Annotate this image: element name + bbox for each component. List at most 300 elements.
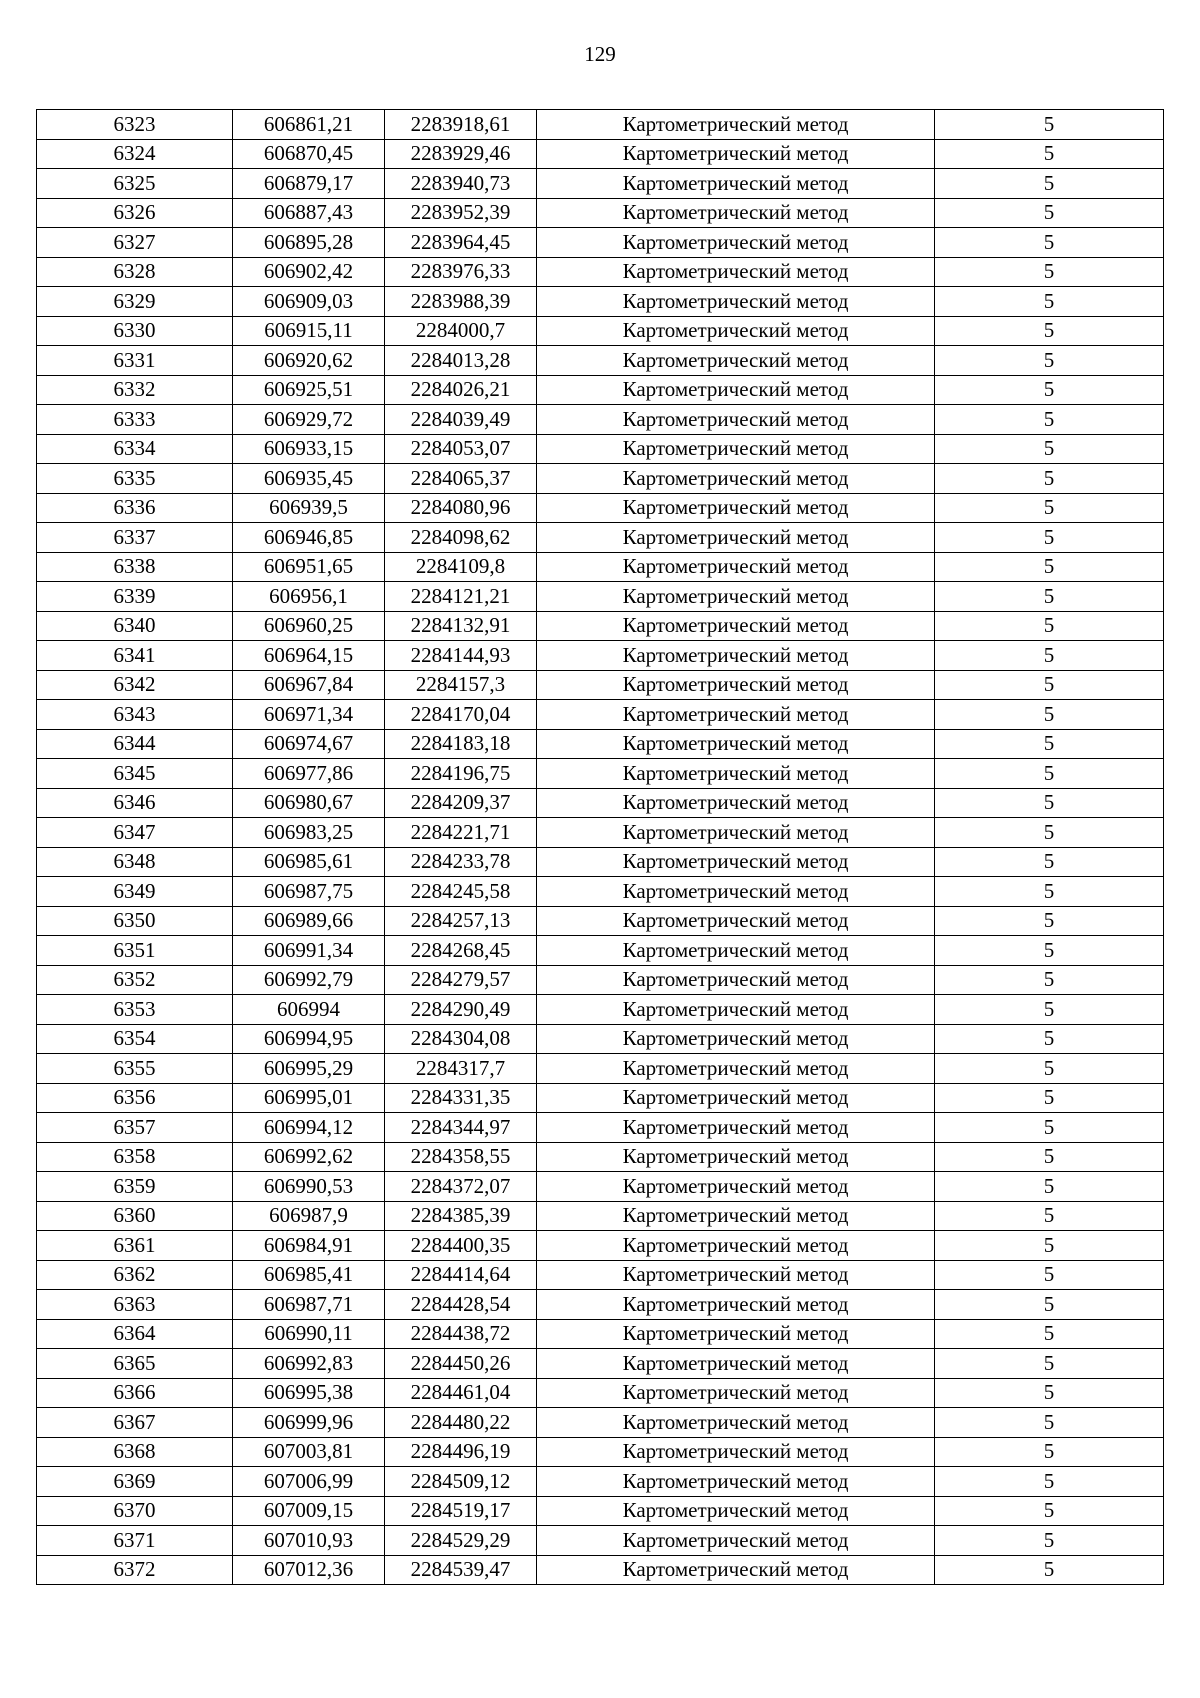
table-row [37, 1142, 1164, 1172]
accuracy-cell: 5 [935, 1555, 1164, 1585]
y-coordinate-cell: 2283929,46 [385, 139, 537, 169]
x-coordinate-cell: 606967,84 [233, 670, 385, 700]
x-coordinate-cell: 607012,36 [233, 1555, 385, 1585]
table-row [37, 1260, 1164, 1290]
y-coordinate-cell: 2283964,45 [385, 228, 537, 258]
method-cell: Картометрический метод [537, 936, 935, 966]
point-number-cell: 6335 [37, 464, 233, 494]
table-row [37, 1024, 1164, 1054]
point-number-cell: 6331 [37, 346, 233, 376]
point-number-cell: 6323 [37, 110, 233, 140]
y-coordinate-cell: 2284509,12 [385, 1467, 537, 1497]
point-number-cell: 6345 [37, 759, 233, 789]
table-row [37, 877, 1164, 907]
point-number-cell: 6337 [37, 523, 233, 553]
x-coordinate-cell: 606994,12 [233, 1113, 385, 1143]
point-number-cell: 6346 [37, 788, 233, 818]
table-row [37, 464, 1164, 494]
y-coordinate-cell: 2284039,49 [385, 405, 537, 435]
point-number-cell: 6339 [37, 582, 233, 612]
table-row [37, 1083, 1164, 1113]
accuracy-cell: 5 [935, 1113, 1164, 1143]
point-number-cell: 6341 [37, 641, 233, 671]
accuracy-cell: 5 [935, 700, 1164, 730]
table-row [37, 788, 1164, 818]
method-cell: Картометрический метод [537, 818, 935, 848]
point-number-cell: 6357 [37, 1113, 233, 1143]
method-cell: Картометрический метод [537, 1142, 935, 1172]
y-coordinate-cell: 2284480,22 [385, 1408, 537, 1438]
point-number-cell: 6349 [37, 877, 233, 907]
table-row [37, 257, 1164, 287]
method-cell: Картометрический метод [537, 965, 935, 995]
point-number-cell: 6342 [37, 670, 233, 700]
point-number-cell: 6347 [37, 818, 233, 848]
point-number-cell: 6361 [37, 1231, 233, 1261]
accuracy-cell: 5 [935, 1408, 1164, 1438]
accuracy-cell: 5 [935, 1526, 1164, 1556]
x-coordinate-cell: 606985,61 [233, 847, 385, 877]
y-coordinate-cell: 2284529,29 [385, 1526, 537, 1556]
table-row [37, 1054, 1164, 1084]
table-row [37, 405, 1164, 435]
accuracy-cell: 5 [935, 1201, 1164, 1231]
y-coordinate-cell: 2284539,47 [385, 1555, 537, 1585]
accuracy-cell: 5 [935, 1172, 1164, 1202]
y-coordinate-cell: 2284065,37 [385, 464, 537, 494]
x-coordinate-cell: 606929,72 [233, 405, 385, 435]
point-number-cell: 6369 [37, 1467, 233, 1497]
x-coordinate-cell: 606861,21 [233, 110, 385, 140]
table-row [37, 1555, 1164, 1585]
page-number: 129 [584, 42, 616, 66]
coordinates-table-body [37, 110, 1164, 1585]
accuracy-cell: 5 [935, 346, 1164, 376]
point-number-cell: 6330 [37, 316, 233, 346]
point-number-cell: 6364 [37, 1319, 233, 1349]
table-row [37, 847, 1164, 877]
point-number-cell: 6372 [37, 1555, 233, 1585]
table-row [37, 965, 1164, 995]
method-cell: Картометрический метод [537, 1378, 935, 1408]
y-coordinate-cell: 2284121,21 [385, 582, 537, 612]
method-cell: Картометрический метод [537, 729, 935, 759]
x-coordinate-cell: 606879,17 [233, 169, 385, 199]
y-coordinate-cell: 2284026,21 [385, 375, 537, 405]
accuracy-cell: 5 [935, 1437, 1164, 1467]
accuracy-cell: 5 [935, 847, 1164, 877]
accuracy-cell: 5 [935, 1349, 1164, 1379]
table-row [37, 729, 1164, 759]
x-coordinate-cell: 606960,25 [233, 611, 385, 641]
y-coordinate-cell: 2284519,17 [385, 1496, 537, 1526]
method-cell: Картометрический метод [537, 1201, 935, 1231]
y-coordinate-cell: 2284209,37 [385, 788, 537, 818]
x-coordinate-cell: 606992,79 [233, 965, 385, 995]
method-cell: Картометрический метод [537, 641, 935, 671]
point-number-cell: 6371 [37, 1526, 233, 1556]
y-coordinate-cell: 2283988,39 [385, 287, 537, 317]
point-number-cell: 6367 [37, 1408, 233, 1438]
accuracy-cell: 5 [935, 1260, 1164, 1290]
point-number-cell: 6356 [37, 1083, 233, 1113]
accuracy-cell: 5 [935, 375, 1164, 405]
method-cell: Картометрический метод [537, 847, 935, 877]
table-row [37, 611, 1164, 641]
x-coordinate-cell: 606994,95 [233, 1024, 385, 1054]
table-row [37, 1467, 1164, 1497]
y-coordinate-cell: 2284144,93 [385, 641, 537, 671]
point-number-cell: 6368 [37, 1437, 233, 1467]
accuracy-cell: 5 [935, 906, 1164, 936]
point-number-cell: 6336 [37, 493, 233, 523]
method-cell: Картометрический метод [537, 1496, 935, 1526]
point-number-cell: 6352 [37, 965, 233, 995]
table-row [37, 906, 1164, 936]
table-row [37, 110, 1164, 140]
table-row [37, 434, 1164, 464]
accuracy-cell: 5 [935, 1290, 1164, 1320]
x-coordinate-cell: 606980,67 [233, 788, 385, 818]
y-coordinate-cell: 2283952,39 [385, 198, 537, 228]
accuracy-cell: 5 [935, 316, 1164, 346]
x-coordinate-cell: 606909,03 [233, 287, 385, 317]
method-cell: Картометрический метод [537, 198, 935, 228]
method-cell: Картометрический метод [537, 1083, 935, 1113]
method-cell: Картометрический метод [537, 464, 935, 494]
x-coordinate-cell: 606887,43 [233, 198, 385, 228]
y-coordinate-cell: 2284496,19 [385, 1437, 537, 1467]
y-coordinate-cell: 2284233,78 [385, 847, 537, 877]
table-row [37, 1319, 1164, 1349]
x-coordinate-cell: 606992,83 [233, 1349, 385, 1379]
point-number-cell: 6363 [37, 1290, 233, 1320]
x-coordinate-cell: 606987,9 [233, 1201, 385, 1231]
accuracy-cell: 5 [935, 464, 1164, 494]
method-cell: Картометрический метод [537, 582, 935, 612]
accuracy-cell: 5 [935, 228, 1164, 258]
x-coordinate-cell: 606951,65 [233, 552, 385, 582]
y-coordinate-cell: 2284414,64 [385, 1260, 537, 1290]
y-coordinate-cell: 2284344,97 [385, 1113, 537, 1143]
y-coordinate-cell: 2284400,35 [385, 1231, 537, 1261]
table-row [37, 641, 1164, 671]
y-coordinate-cell: 2284000,7 [385, 316, 537, 346]
x-coordinate-cell: 606995,29 [233, 1054, 385, 1084]
x-coordinate-cell: 606935,45 [233, 464, 385, 494]
table-row [37, 375, 1164, 405]
x-coordinate-cell: 606999,96 [233, 1408, 385, 1438]
y-coordinate-cell: 2283918,61 [385, 110, 537, 140]
x-coordinate-cell: 606984,91 [233, 1231, 385, 1261]
accuracy-cell: 5 [935, 1083, 1164, 1113]
point-number-cell: 6350 [37, 906, 233, 936]
table-row [37, 346, 1164, 376]
point-number-cell: 6370 [37, 1496, 233, 1526]
x-coordinate-cell: 606995,01 [233, 1083, 385, 1113]
y-coordinate-cell: 2284279,57 [385, 965, 537, 995]
accuracy-cell: 5 [935, 995, 1164, 1025]
accuracy-cell: 5 [935, 493, 1164, 523]
point-number-cell: 6326 [37, 198, 233, 228]
accuracy-cell: 5 [935, 818, 1164, 848]
x-coordinate-cell: 606990,53 [233, 1172, 385, 1202]
x-coordinate-cell: 606933,15 [233, 434, 385, 464]
table-row [37, 818, 1164, 848]
table-row [37, 1526, 1164, 1556]
method-cell: Картометрический метод [537, 788, 935, 818]
method-cell: Картометрический метод [537, 1437, 935, 1467]
method-cell: Картометрический метод [537, 493, 935, 523]
accuracy-cell: 5 [935, 552, 1164, 582]
method-cell: Картометрический метод [537, 316, 935, 346]
method-cell: Картометрический метод [537, 1349, 935, 1379]
point-number-cell: 6354 [37, 1024, 233, 1054]
accuracy-cell: 5 [935, 1024, 1164, 1054]
accuracy-cell: 5 [935, 759, 1164, 789]
table-row [37, 936, 1164, 966]
y-coordinate-cell: 2284245,58 [385, 877, 537, 907]
accuracy-cell: 5 [935, 1496, 1164, 1526]
accuracy-cell: 5 [935, 1467, 1164, 1497]
accuracy-cell: 5 [935, 523, 1164, 553]
method-cell: Картометрический метод [537, 906, 935, 936]
table-row [37, 759, 1164, 789]
accuracy-cell: 5 [935, 788, 1164, 818]
x-coordinate-cell: 606985,41 [233, 1260, 385, 1290]
method-cell: Картометрический метод [537, 995, 935, 1025]
method-cell: Картометрический метод [537, 375, 935, 405]
accuracy-cell: 5 [935, 1231, 1164, 1261]
method-cell: Картометрический метод [537, 434, 935, 464]
y-coordinate-cell: 2284268,45 [385, 936, 537, 966]
method-cell: Картометрический метод [537, 346, 935, 376]
x-coordinate-cell: 606870,45 [233, 139, 385, 169]
method-cell: Картометрический метод [537, 257, 935, 287]
x-coordinate-cell: 606964,15 [233, 641, 385, 671]
method-cell: Картометрический метод [537, 1024, 935, 1054]
table-row [37, 582, 1164, 612]
x-coordinate-cell: 606992,62 [233, 1142, 385, 1172]
table-row [37, 139, 1164, 169]
method-cell: Картометрический метод [537, 1260, 935, 1290]
y-coordinate-cell: 2284438,72 [385, 1319, 537, 1349]
method-cell: Картометрический метод [537, 1172, 935, 1202]
accuracy-cell: 5 [935, 936, 1164, 966]
y-coordinate-cell: 2284080,96 [385, 493, 537, 523]
y-coordinate-cell: 2284157,3 [385, 670, 537, 700]
table-row [37, 169, 1164, 199]
method-cell: Картометрический метод [537, 700, 935, 730]
accuracy-cell: 5 [935, 1319, 1164, 1349]
x-coordinate-cell: 606987,71 [233, 1290, 385, 1320]
method-cell: Картометрический метод [537, 670, 935, 700]
x-coordinate-cell: 606991,34 [233, 936, 385, 966]
table-row [37, 552, 1164, 582]
y-coordinate-cell: 2284428,54 [385, 1290, 537, 1320]
x-coordinate-cell: 606977,86 [233, 759, 385, 789]
point-number-cell: 6325 [37, 169, 233, 199]
y-coordinate-cell: 2283976,33 [385, 257, 537, 287]
point-number-cell: 6327 [37, 228, 233, 258]
method-cell: Картометрический метод [537, 877, 935, 907]
point-number-cell: 6348 [37, 847, 233, 877]
point-number-cell: 6362 [37, 1260, 233, 1290]
method-cell: Картометрический метод [537, 1526, 935, 1556]
method-cell: Картометрический метод [537, 523, 935, 553]
table-row [37, 1290, 1164, 1320]
table-row [37, 1231, 1164, 1261]
point-number-cell: 6344 [37, 729, 233, 759]
y-coordinate-cell: 2284053,07 [385, 434, 537, 464]
accuracy-cell: 5 [935, 729, 1164, 759]
method-cell: Картометрический метод [537, 110, 935, 140]
x-coordinate-cell: 606990,11 [233, 1319, 385, 1349]
x-coordinate-cell: 607003,81 [233, 1437, 385, 1467]
table-row [37, 995, 1164, 1025]
x-coordinate-cell: 606902,42 [233, 257, 385, 287]
point-number-cell: 6355 [37, 1054, 233, 1084]
x-coordinate-cell: 606994 [233, 995, 385, 1025]
method-cell: Картометрический метод [537, 169, 935, 199]
method-cell: Картометрический метод [537, 1290, 935, 1320]
point-number-cell: 6353 [37, 995, 233, 1025]
accuracy-cell: 5 [935, 877, 1164, 907]
point-number-cell: 6358 [37, 1142, 233, 1172]
table-row [37, 700, 1164, 730]
coordinates-table [36, 109, 1164, 1585]
point-number-cell: 6351 [37, 936, 233, 966]
table-row [37, 1496, 1164, 1526]
point-number-cell: 6366 [37, 1378, 233, 1408]
point-number-cell: 6343 [37, 700, 233, 730]
x-coordinate-cell: 606915,11 [233, 316, 385, 346]
accuracy-cell: 5 [935, 1054, 1164, 1084]
x-coordinate-cell: 606995,38 [233, 1378, 385, 1408]
x-coordinate-cell: 607009,15 [233, 1496, 385, 1526]
method-cell: Картометрический метод [537, 1231, 935, 1261]
accuracy-cell: 5 [935, 641, 1164, 671]
y-coordinate-cell: 2284290,49 [385, 995, 537, 1025]
point-number-cell: 6365 [37, 1349, 233, 1379]
y-coordinate-cell: 2284196,75 [385, 759, 537, 789]
method-cell: Картометрический метод [537, 228, 935, 258]
method-cell: Картометрический метод [537, 1408, 935, 1438]
y-coordinate-cell: 2284385,39 [385, 1201, 537, 1231]
y-coordinate-cell: 2284257,13 [385, 906, 537, 936]
table-row [37, 1201, 1164, 1231]
x-coordinate-cell: 606971,34 [233, 700, 385, 730]
y-coordinate-cell: 2284109,8 [385, 552, 537, 582]
point-number-cell: 6328 [37, 257, 233, 287]
table-row [37, 670, 1164, 700]
method-cell: Картометрический метод [537, 759, 935, 789]
accuracy-cell: 5 [935, 139, 1164, 169]
y-coordinate-cell: 2284317,7 [385, 1054, 537, 1084]
x-coordinate-cell: 606939,5 [233, 493, 385, 523]
y-coordinate-cell: 2283940,73 [385, 169, 537, 199]
table-row [37, 316, 1164, 346]
accuracy-cell: 5 [935, 169, 1164, 199]
y-coordinate-cell: 2284183,18 [385, 729, 537, 759]
y-coordinate-cell: 2284170,04 [385, 700, 537, 730]
y-coordinate-cell: 2284132,91 [385, 611, 537, 641]
accuracy-cell: 5 [935, 434, 1164, 464]
table-row [37, 1378, 1164, 1408]
accuracy-cell: 5 [935, 1378, 1164, 1408]
method-cell: Картометрический метод [537, 1319, 935, 1349]
x-coordinate-cell: 606987,75 [233, 877, 385, 907]
accuracy-cell: 5 [935, 670, 1164, 700]
x-coordinate-cell: 606895,28 [233, 228, 385, 258]
point-number-cell: 6359 [37, 1172, 233, 1202]
y-coordinate-cell: 2284098,62 [385, 523, 537, 553]
point-number-cell: 6334 [37, 434, 233, 464]
x-coordinate-cell: 606946,85 [233, 523, 385, 553]
accuracy-cell: 5 [935, 405, 1164, 435]
table-row [37, 493, 1164, 523]
method-cell: Картометрический метод [537, 1555, 935, 1585]
method-cell: Картометрический метод [537, 1467, 935, 1497]
table-row [37, 228, 1164, 258]
table-row [37, 287, 1164, 317]
table-row [37, 1113, 1164, 1143]
y-coordinate-cell: 2284358,55 [385, 1142, 537, 1172]
accuracy-cell: 5 [935, 582, 1164, 612]
x-coordinate-cell: 606983,25 [233, 818, 385, 848]
method-cell: Картометрический метод [537, 287, 935, 317]
accuracy-cell: 5 [935, 287, 1164, 317]
y-coordinate-cell: 2284461,04 [385, 1378, 537, 1408]
y-coordinate-cell: 2284331,35 [385, 1083, 537, 1113]
accuracy-cell: 5 [935, 1142, 1164, 1172]
x-coordinate-cell: 606989,66 [233, 906, 385, 936]
x-coordinate-cell: 606925,51 [233, 375, 385, 405]
point-number-cell: 6338 [37, 552, 233, 582]
accuracy-cell: 5 [935, 611, 1164, 641]
table-row [37, 1408, 1164, 1438]
method-cell: Картометрический метод [537, 405, 935, 435]
table-row [37, 1437, 1164, 1467]
table-row [37, 198, 1164, 228]
table-row [37, 523, 1164, 553]
y-coordinate-cell: 2284221,71 [385, 818, 537, 848]
point-number-cell: 6329 [37, 287, 233, 317]
method-cell: Картометрический метод [537, 552, 935, 582]
x-coordinate-cell: 606920,62 [233, 346, 385, 376]
point-number-cell: 6360 [37, 1201, 233, 1231]
accuracy-cell: 5 [935, 198, 1164, 228]
table-row [37, 1172, 1164, 1202]
point-number-cell: 6332 [37, 375, 233, 405]
method-cell: Картометрический метод [537, 1113, 935, 1143]
y-coordinate-cell: 2284450,26 [385, 1349, 537, 1379]
y-coordinate-cell: 2284372,07 [385, 1172, 537, 1202]
point-number-cell: 6340 [37, 611, 233, 641]
x-coordinate-cell: 606956,1 [233, 582, 385, 612]
point-number-cell: 6324 [37, 139, 233, 169]
accuracy-cell: 5 [935, 965, 1164, 995]
method-cell: Картометрический метод [537, 611, 935, 641]
y-coordinate-cell: 2284304,08 [385, 1024, 537, 1054]
table-row [37, 1349, 1164, 1379]
accuracy-cell: 5 [935, 257, 1164, 287]
x-coordinate-cell: 607006,99 [233, 1467, 385, 1497]
point-number-cell: 6333 [37, 405, 233, 435]
y-coordinate-cell: 2284013,28 [385, 346, 537, 376]
x-coordinate-cell: 606974,67 [233, 729, 385, 759]
x-coordinate-cell: 607010,93 [233, 1526, 385, 1556]
